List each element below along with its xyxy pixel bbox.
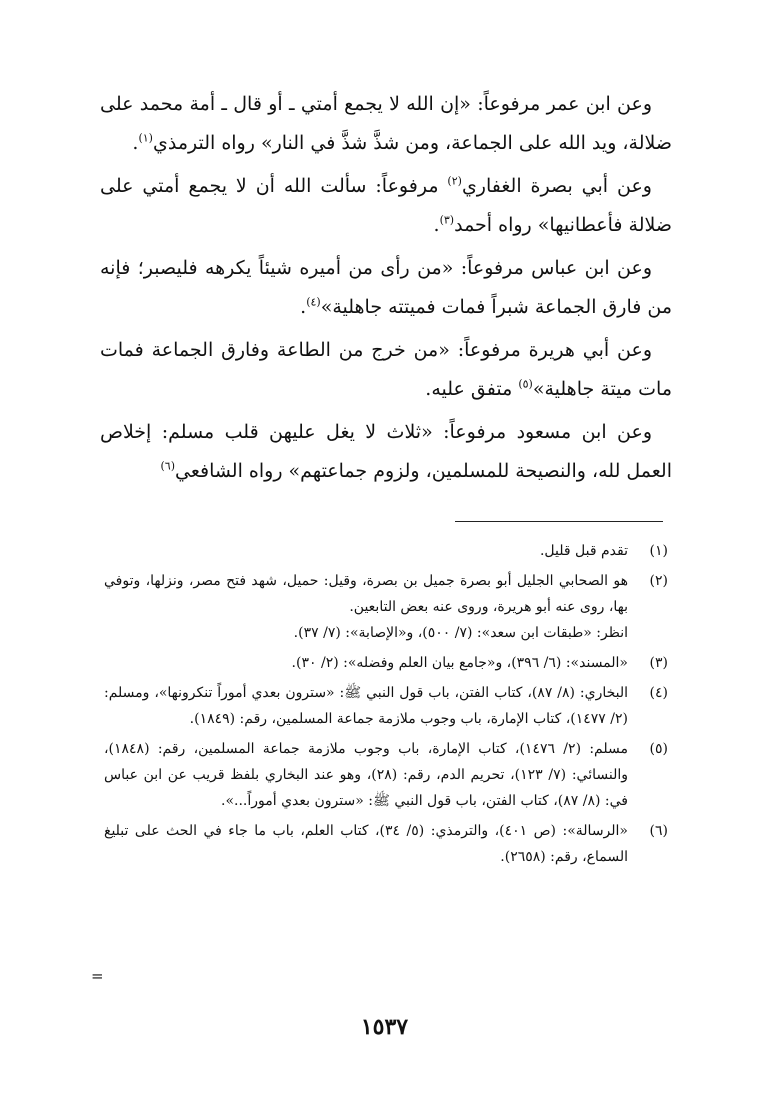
footnote-text: مسلم: (٢/ ١٤٧٦)، كتاب الإمارة، باب وجوب ملازمة جماعة المسلمين، رقم: (١٨٤٨)، والنسائي: (٧/ ١٢٣)، تحريم الدم، رقم: (٢٨)، وهو عند البخاري بلفظ قريب عن ابن عباس في: (٨/ ٨٧)، كتاب الفتن، باب قول النبي ﷺ: «سترون بعدي أموراً...». (104, 741, 629, 809)
footnote-4 (104, 680, 668, 732)
footnote-text: البخاري: (٨/ ٨٧)، كتاب الفتن، باب قول النبي ﷺ: «سترون بعدي أموراً تنكرونها»، ومسلم: (٢/ ١٤٧٧)، كتاب الإمارة، باب وجوب ملازمة جماعة المسلمين، رقم: (١٨٤٩). (104, 685, 629, 727)
footnote-body (104, 736, 628, 814)
footnote-body (104, 538, 628, 564)
footnote-body (104, 568, 628, 646)
footnote-3 (104, 650, 668, 676)
continuation-mark: = (91, 967, 104, 985)
footnote-ref: (٥) (518, 377, 533, 391)
footnote-body (104, 818, 628, 870)
paragraph-text: وعن أبي هريرة مرفوعاً: «من خرج من الطاعة وفارق الجماعة فمات مات ميتة جاهلية» (100, 339, 672, 400)
footnote-2 (104, 568, 668, 646)
footnote-number: (٥) (649, 741, 668, 757)
footnote-text: «المسند»: (٦/ ٣٩٦)، و«جامع بيان العلم وفضله»: (٢/ ٣٠). (291, 655, 628, 671)
footnote-text: هو الصحابي الجليل أبو بصرة جميل بن بصرة، وقيل: حميل، شهد فتح مصر، ونزلها، وتوفي بها، روى عنه أبو هريرة، وروى عنه بعض التابعين. (104, 573, 628, 615)
paragraph-text: وعن أبي بصرة الغفاري (461, 175, 652, 197)
footnote-number: (٢) (649, 573, 668, 589)
paragraph-tail: . (300, 296, 307, 318)
paragraph-text: وعن ابن عمر مرفوعاً: «إن الله لا يجمع أمتي ـ أو قال ـ أمة محمد على ضلالة، ويد الله على الجماعة، ومن شذَّ شذَّ في النار» رواه الترمذي (100, 93, 672, 154)
paragraph-1 (100, 85, 672, 163)
paragraph-4 (100, 331, 672, 409)
footnotes (104, 538, 668, 874)
paragraph-3 (100, 249, 672, 327)
footnote-ref: (٢) (447, 174, 462, 188)
paragraph-tail: متفق عليه. (425, 378, 519, 400)
paragraph-tail: . (433, 214, 440, 236)
footnote-text: انظر: «طبقات ابن سعد»: (٧/ ٥٠٠)، و«الإصابة»: (٧/ ٣٧). (293, 625, 628, 641)
footnote-ref: (٣) (439, 213, 455, 227)
paragraph-2 (100, 167, 672, 245)
footnote-body (104, 650, 628, 676)
main-text (100, 85, 672, 495)
footnote-ref: (١) (138, 131, 153, 145)
footnote-6 (104, 818, 668, 870)
footnote-ref: (٤) (306, 295, 321, 309)
page-number: ١٥٣٧ (360, 1014, 409, 1040)
footnote-text: تقدم قبل قليل. (539, 543, 628, 559)
paragraph-tail: . (132, 132, 139, 154)
footnote-5 (104, 736, 668, 814)
footnote-number: (٣) (649, 655, 668, 671)
footnote-body (104, 680, 628, 732)
paragraph-tail: مرفوعاً: سألت الله أن لا يجمع أمتي على ضلالة فأعطانيها» رواه أحمد (100, 175, 672, 236)
paragraph-text: وعن ابن مسعود مرفوعاً: «ثلاث لا يغل عليهن قلب مسلم: إخلاص العمل لله، والنصيحة للمسلمين، ولزوم جماعتهم» رواه الشافعي (100, 421, 672, 482)
paragraph-text: وعن ابن عباس مرفوعاً: «من رأى من أميره شيئاً يكرهه فليصبر؛ فإنه من فارق الجماعة شبراً فمات فميتته جاهلية» (100, 257, 672, 318)
footnote-1 (104, 538, 668, 564)
footnote-number: (٦) (649, 823, 668, 839)
footnote-text: «الرسالة»: (ص ٤٠١)، والترمذي: (٥/ ٣٤)، كتاب العلم، باب ما جاء في الحث على تبليغ السماع، رقم: (٢٦٥٨). (104, 823, 628, 865)
footnote-number: (٤) (649, 685, 668, 701)
footnote-ref: (٦) (160, 459, 175, 473)
paragraph-5 (100, 413, 672, 491)
footnote-number: (١) (649, 543, 668, 559)
footnote-separator (455, 521, 663, 522)
